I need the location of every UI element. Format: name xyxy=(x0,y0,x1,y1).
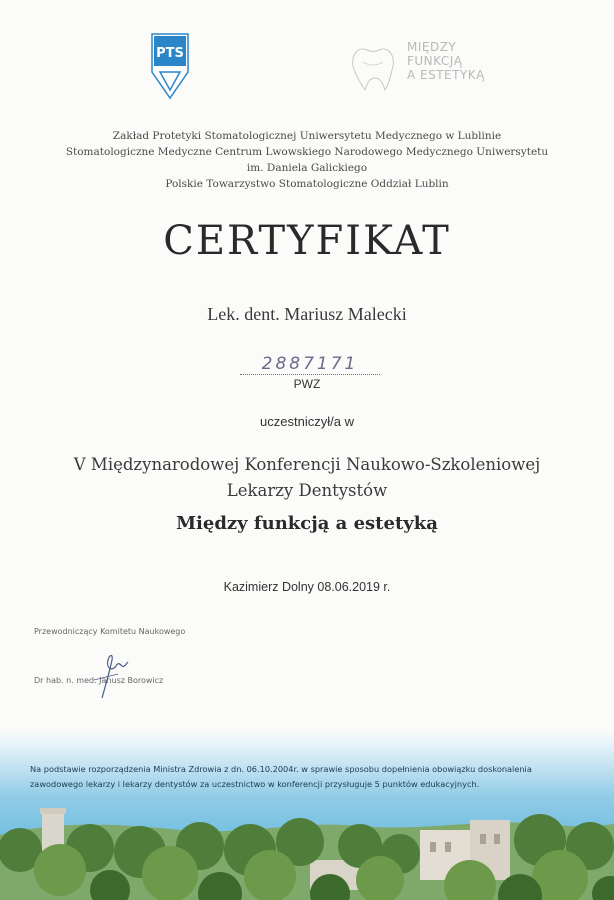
participated-text: uczestniczył/a w xyxy=(260,414,354,429)
recipient-name: Lek. dent. Mariusz Malecki xyxy=(207,304,407,324)
signature xyxy=(82,640,142,700)
place-date: Kazimierz Dolny 08.06.2019 r. xyxy=(223,580,391,594)
castle-landscape-image xyxy=(0,790,614,900)
pts-logo-text: PTS xyxy=(156,46,184,61)
footer-note xyxy=(30,762,590,792)
institutions-block xyxy=(0,128,614,192)
institution-line: Zakład Protetyki Stomatologicznej Uniwersytetu Medycznego w Lublinie xyxy=(112,130,502,142)
institution-line: Stomatologiczne Medyczne Centrum Lwowskiego Narodowego Medycznego Uniwersytetu xyxy=(65,146,549,158)
tooth-outline-icon xyxy=(345,36,405,96)
pwz-label: PWZ xyxy=(293,377,321,391)
footer-note-line2: zawodowego lekarzy i lekarzy dentystów za uczestnictwo w konferencji przysługuje 5 punktów edukacyjnych. xyxy=(30,779,480,789)
pts-logo xyxy=(150,32,190,100)
conference-logo xyxy=(345,36,495,96)
conference-name-line1: V Międzynarodowej Konferencji Naukowo-Szkoleniowej xyxy=(73,455,541,474)
certificate-title: CERTYFIKAT xyxy=(163,218,451,264)
conference-logo-text: MIĘDZY FUNKCJĄ A ESTETYKĄ xyxy=(407,40,485,82)
conference-name-line2: Lekarzy Dentystów xyxy=(226,481,388,500)
conference-name xyxy=(0,452,614,504)
conference-subtitle: Między funkcją a estetyką xyxy=(176,513,438,534)
institution-line: Polskie Towarzystwo Stomatologiczne Oddział Lublin xyxy=(165,178,449,190)
footer-note-line1: Na podstawie rozporządzenia Ministra Zdrowia z dn. 06.10.2004r. w sprawie sposobu dopełnienia obowiązku doskonalenia xyxy=(30,764,532,774)
pwz-number: 2887171 xyxy=(261,354,359,374)
institution-line: im. Daniela Galickiego xyxy=(246,162,368,174)
chair-name: Dr hab. n. med. Janusz Borowicz xyxy=(34,676,164,685)
pwz-dotted-line xyxy=(240,374,380,375)
chair-label: Przewodniczący Komitetu Naukowego xyxy=(34,627,186,636)
